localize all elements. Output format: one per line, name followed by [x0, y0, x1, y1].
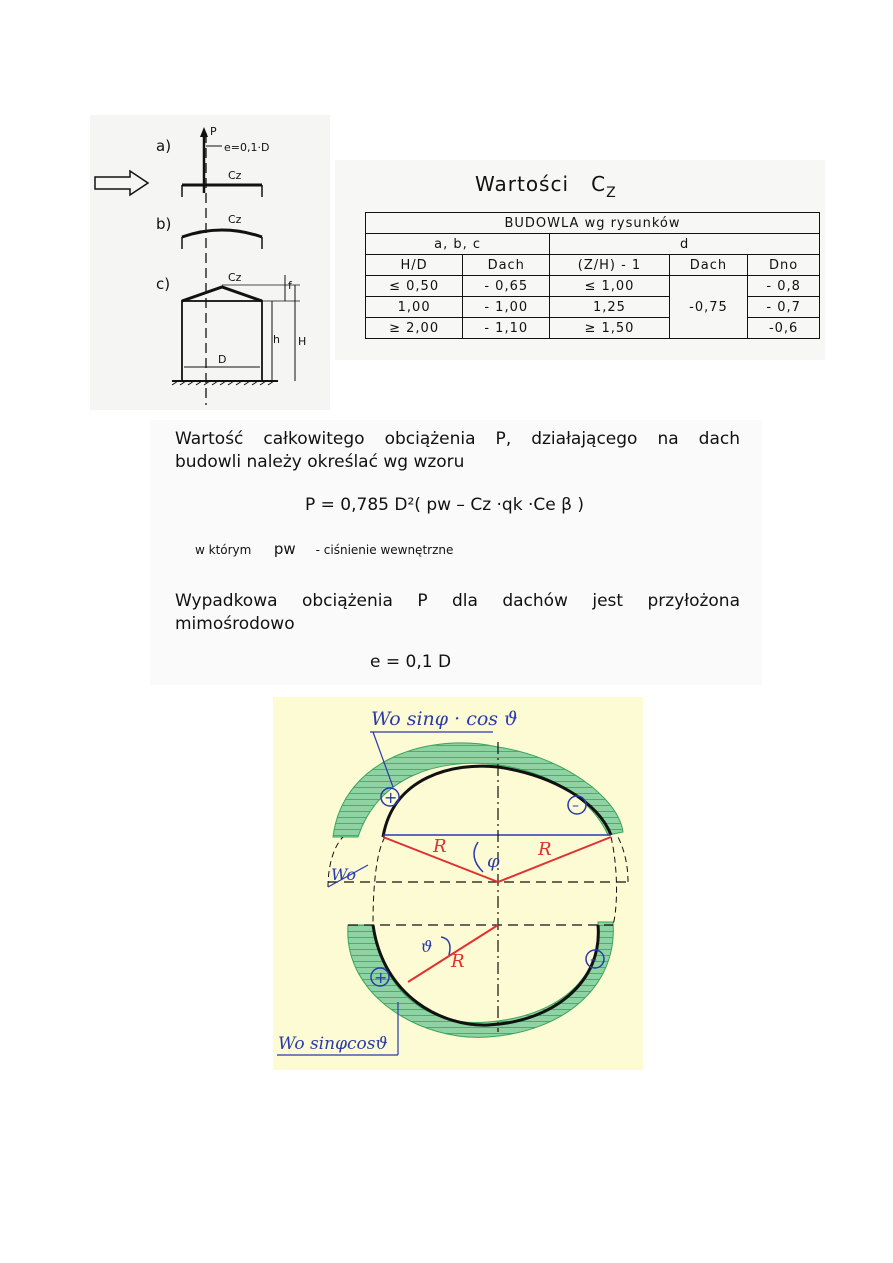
theta-label: ϑ: [421, 937, 433, 956]
table-cell: -0,6: [748, 318, 820, 339]
where-prefix: w którym: [195, 543, 252, 557]
plus-top: +: [384, 788, 398, 807]
col-dach: Dach: [463, 255, 550, 276]
guide-left: [373, 837, 385, 925]
table-row: [366, 318, 820, 339]
radius-right: [498, 837, 611, 882]
pressure-band-top-hatch: [333, 743, 623, 837]
paragraph-2b: mimośrodowo: [175, 614, 295, 634]
dim-H: H: [298, 335, 307, 348]
table-cell: ≥ 1,50: [550, 318, 669, 339]
where-symbol: pw: [273, 540, 296, 558]
wind-pressure-sketch: [273, 697, 643, 1070]
theta-arc: [441, 937, 450, 955]
minus-bottom: –: [590, 952, 597, 968]
dim-D: D: [218, 353, 227, 366]
col-hd: H/D: [366, 255, 463, 276]
radius-label-right: R: [538, 839, 552, 860]
col-dno: Dno: [748, 255, 820, 276]
table-title-sub: Z: [606, 185, 617, 201]
table-title-text: Wartości: [475, 172, 570, 196]
table-row: [366, 297, 820, 318]
eccentricity-label: e=0,1·D: [224, 141, 270, 154]
wo-label: Wo: [331, 865, 356, 884]
table-cell: ≤ 0,50: [366, 276, 463, 297]
cz-label-c: Cz: [228, 271, 242, 284]
cz-label-b: Cz: [228, 213, 242, 226]
table-cell: 1,25: [550, 297, 669, 318]
table-group-abc: a, b, c: [366, 234, 550, 255]
where-text: - ciśnienie wewnętrzne: [315, 543, 454, 557]
force-label: P: [210, 125, 217, 138]
label-c: c): [156, 275, 171, 293]
paragraph-1: Wartość całkowitego obciążenia P, działającego na dach: [175, 429, 740, 449]
roof-shapes-figure: [90, 115, 330, 410]
minus-top: –: [572, 798, 579, 814]
cz-table-block: [335, 160, 825, 360]
radius-label-bottom: R: [451, 951, 465, 972]
table-cell: - 1,10: [463, 318, 550, 339]
label-a: a): [156, 137, 172, 155]
bottom-label: Wo sinφcosϑ: [278, 1034, 388, 1054]
table-header-main: BUDOWLA wg rysunków: [366, 213, 820, 234]
col-dach-d: Dach: [669, 255, 748, 276]
cz-table: [365, 212, 820, 339]
table-title: [475, 172, 617, 201]
roof-shapes-svg: [90, 115, 330, 410]
plus-bottom: +: [374, 968, 388, 987]
label-b: b): [156, 215, 172, 233]
wind-arrow-icon: [95, 171, 148, 195]
table-title-symbol: C: [591, 172, 607, 196]
guide-right: [611, 837, 617, 925]
wind-sketch-svg: [273, 697, 643, 1070]
formula-p: P = 0,785 D²( pw – Cz ·qk ·Ce β ): [305, 495, 584, 515]
cz-label-a: Cz: [228, 169, 242, 182]
table-cell: - 0,65: [463, 276, 550, 297]
formula-e: e = 0,1 D: [370, 652, 452, 672]
paragraph-1b: budowli należy określać wg wzoru: [175, 452, 465, 472]
top-label: Wo sinφ · cos ϑ: [371, 708, 518, 730]
silo-body: [182, 301, 262, 381]
table-cell: 1,00: [366, 297, 463, 318]
paragraph-2: Wypadkowa obciążenia P dla dachów jest przyłożona: [175, 591, 740, 611]
dim-f: f: [288, 279, 292, 292]
where-line: [195, 540, 453, 558]
table-cell: - 0,8: [748, 276, 820, 297]
radius-label-left: R: [433, 836, 447, 857]
pressure-band-bottom-hatch: [348, 922, 614, 1037]
phi-label: φ: [487, 851, 500, 872]
force-arrow-head: [200, 127, 208, 137]
table-cell-merged: -0,75: [669, 276, 748, 339]
table-cell: - 1,00: [463, 297, 550, 318]
table-cell: ≤ 1,00: [550, 276, 669, 297]
table-cell: - 0,7: [748, 297, 820, 318]
dim-h: h: [273, 333, 280, 346]
col-zh: (Z/H) - 1: [550, 255, 669, 276]
table-cell: ≥ 2,00: [366, 318, 463, 339]
table-group-d: d: [550, 234, 820, 255]
arched-roof: [182, 230, 262, 237]
conical-roof: [182, 287, 262, 301]
guide-outer-right: [618, 837, 628, 882]
table-row: [366, 276, 820, 297]
text-block: [150, 420, 762, 685]
phi-arc: [474, 842, 483, 872]
